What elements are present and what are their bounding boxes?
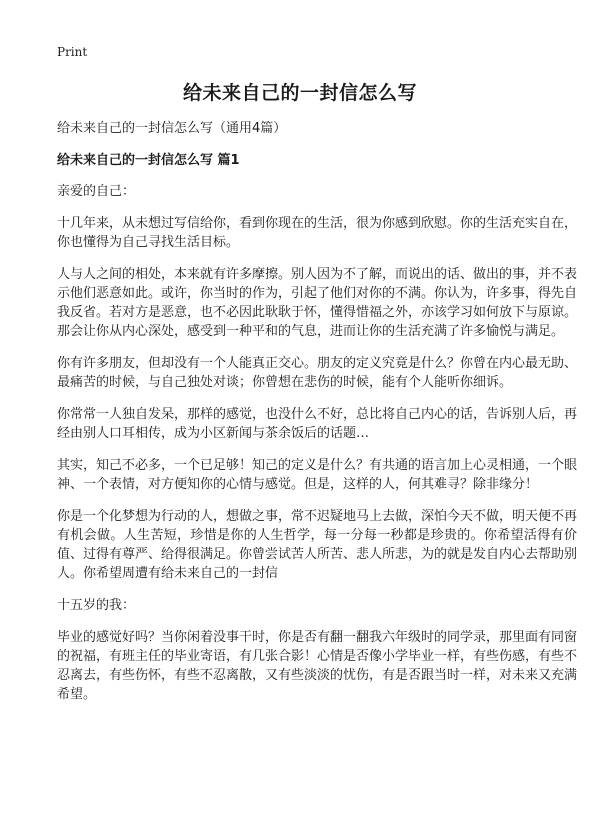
paragraph: 你是一个化梦想为行动的人，想做之事，常不迟疑地马上去做，深怕今天不做，明天便不再有机会做。人生苦短，珍惜是你的人生哲学，每一分每一秒都是珍贵的。你希望活得有价值、过得有尊严、给得很满足。你曾尝试苦人所苦、悲人所悲，为的就是发自内心去帮助别人。你希望周遭有给未来自己的一封信 bbox=[57, 509, 578, 581]
section-heading: 给未来自己的一封信怎么写 篇1 bbox=[57, 153, 240, 168]
document-body bbox=[57, 120, 577, 717]
paragraph: 其实，知己不必多，一个已足够！知己的定义是什么？有共通的语言加上心灵相通，一个眼神、一个表情，对方便知你的心情与感觉。但是，这样的人，何其难寻？除非缘分！ bbox=[57, 458, 578, 492]
print-label: Print bbox=[57, 45, 88, 59]
paragraph-salutation: 十五岁的我： bbox=[57, 598, 136, 613]
document-subtitle: 给未来自己的一封信怎么写（通用4篇） bbox=[57, 121, 287, 136]
paragraph: 毕业的感觉好吗？当你闲着没事干时，你是否有翻一翻我六年级时的同学录，那里面有同窗的祝福，有班主任的毕业寄语，有几张合影！心情是否像小学毕业一样，有些伤感，有些不忍离去，有些伤怀，有些不忍离散，又有些淡淡的忧伤，有是否跟当时一样，对未来又充满希望。 bbox=[57, 630, 578, 702]
document-title: 给未来自己的一封信怎么写 bbox=[182, 82, 417, 104]
paragraph-salutation: 亲爱的自己： bbox=[57, 184, 136, 199]
paragraph: 十几年来，从未想过写信给你，看到你现在的生活，很为你感到欣慰。你的生活充实自在，你也懂得为自己寻找生活目标。 bbox=[57, 216, 578, 250]
paragraph: 你常常一人独自发呆，那样的感觉，也没什么不好，总比将自己内心的话，告诉别人后，再经由别人口耳相传，成为小区新闻与茶余饭后的话题… bbox=[57, 407, 578, 441]
paragraph: 人与人之间的相处，本来就有许多摩擦。别人因为不了解，而说出的话、做出的事，并不表示他们恶意如此。或许，你当时的作为，引起了他们对你的不满。你认为，许多事，得先自我反省。若对方是恶意，也不必因此耿耿于怀，懂得惜福之外，亦该学习如何放下与原谅。那会让你从内心深处，感受到一种平和的气息，进而让你的生活充满了许多愉悦与满足。 bbox=[57, 267, 578, 339]
paragraph: 你有许多朋友，但却没有一个人能真正交心。朋友的定义究竟是什么？你曾在内心最无助、最痛苦的时候，与自己独处对谈；你曾想在悲伤的时候，能有个人能听你细诉。 bbox=[57, 356, 578, 390]
